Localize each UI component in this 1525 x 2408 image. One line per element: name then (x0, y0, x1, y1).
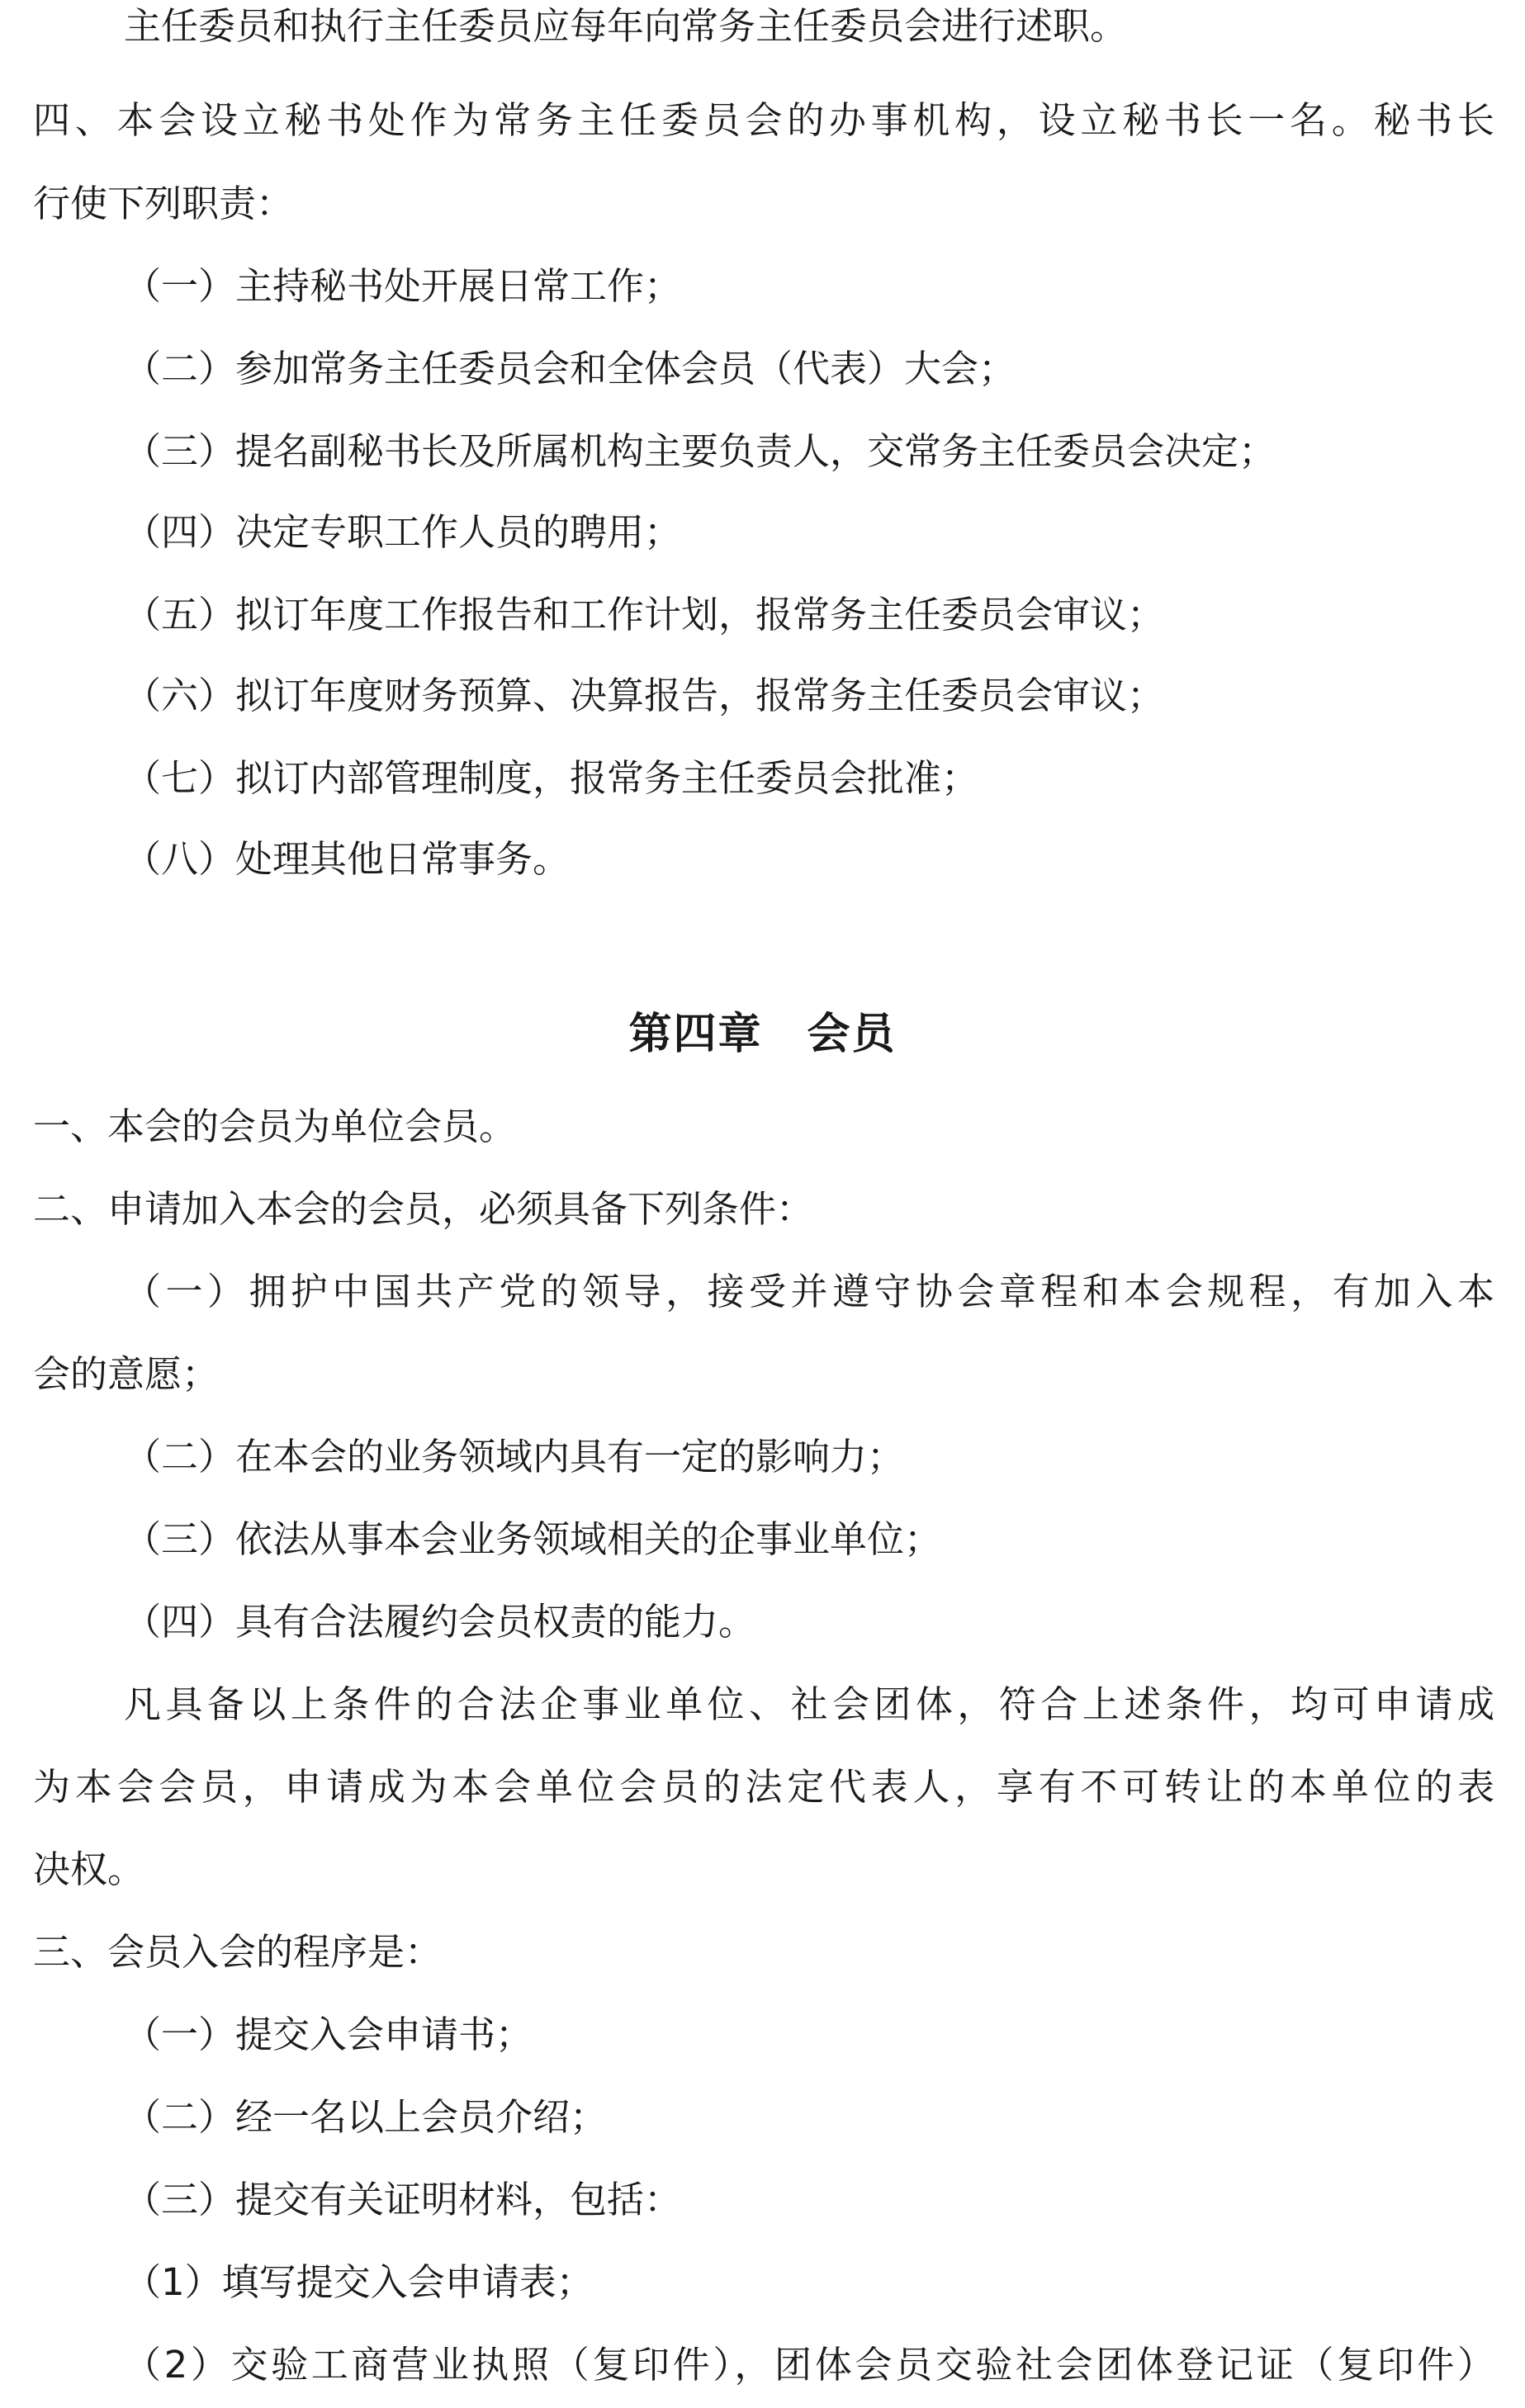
list-item: （五）拟订年度工作报告和工作计划，报常务主任委员会审议； (124, 593, 1165, 636)
list-item: （四）决定专职工作人员的聘用； (124, 510, 682, 554)
paragraph-line: 一、本会的会员为单位会员。 (33, 1105, 517, 1148)
chapter-heading: 第四章 会员 (628, 1010, 897, 1059)
paragraph-line: 凡具备以上条件的合法企事业单位、社会团体，符合上述条件，均可申请成 (124, 1682, 1494, 1726)
paragraph-line: 会的意愿； (33, 1352, 220, 1396)
list-item: （四）具有合法履约会员权责的能力。 (124, 1600, 756, 1644)
paragraph-line: 三、会员入会的程序是： (33, 1930, 443, 1974)
list-item: （一）拥护中国共产党的领导，接受并遵守协会章程和本会规程，有加入本 (124, 1270, 1494, 1313)
paragraph-line: 二、申请加入本会的会员，必须具备下列条件： (33, 1187, 814, 1231)
list-item: （八）处理其他日常事务。 (124, 837, 571, 881)
list-item: （六）拟订年度财务预算、决算报告，报常务主任委员会审议； (124, 674, 1165, 717)
paragraph-line: 决权。 (33, 1847, 145, 1891)
list-item: （二）在本会的业务领域内具有一定的影响力； (124, 1435, 905, 1478)
list-item: （一）主持秘书处开展日常工作； (124, 264, 682, 308)
list-item: （2）交验工商营业执照（复印件），团体会员交验社会团体登记证（复印件） (124, 2343, 1494, 2387)
list-item: （二）经一名以上会员介绍； (124, 2095, 608, 2139)
list-item: （三）依法从事本会业务领域相关的企事业单位； (124, 1517, 942, 1561)
paragraph-line: 四、本会设立秘书处作为常务主任委员会的办事机构，设立秘书长一名。秘书长 (33, 98, 1494, 142)
list-item: （三）提交有关证明材料，包括： (124, 2178, 682, 2221)
list-item: （1）填写提交入会申请表； (124, 2260, 594, 2304)
paragraph-line: 为本会会员，申请成为本会单位会员的法定代表人，享有不可转让的本单位的表 (33, 1765, 1494, 1809)
list-item: （三）提名副秘书长及所属机构主要负责人，交常务主任委员会决定； (124, 429, 1276, 473)
list-item: （一）提交入会申请书； (124, 2013, 533, 2056)
list-item: （二）参加常务主任委员会和全体会员（代表）大会； (124, 347, 1016, 390)
paragraph-line: 主任委员和执行主任委员应每年向常务主任委员会进行述职。 (124, 4, 1128, 48)
list-item: （七）拟订内部管理制度，报常务主任委员会批准； (124, 756, 979, 800)
paragraph-line: 行使下列职责： (33, 182, 294, 225)
